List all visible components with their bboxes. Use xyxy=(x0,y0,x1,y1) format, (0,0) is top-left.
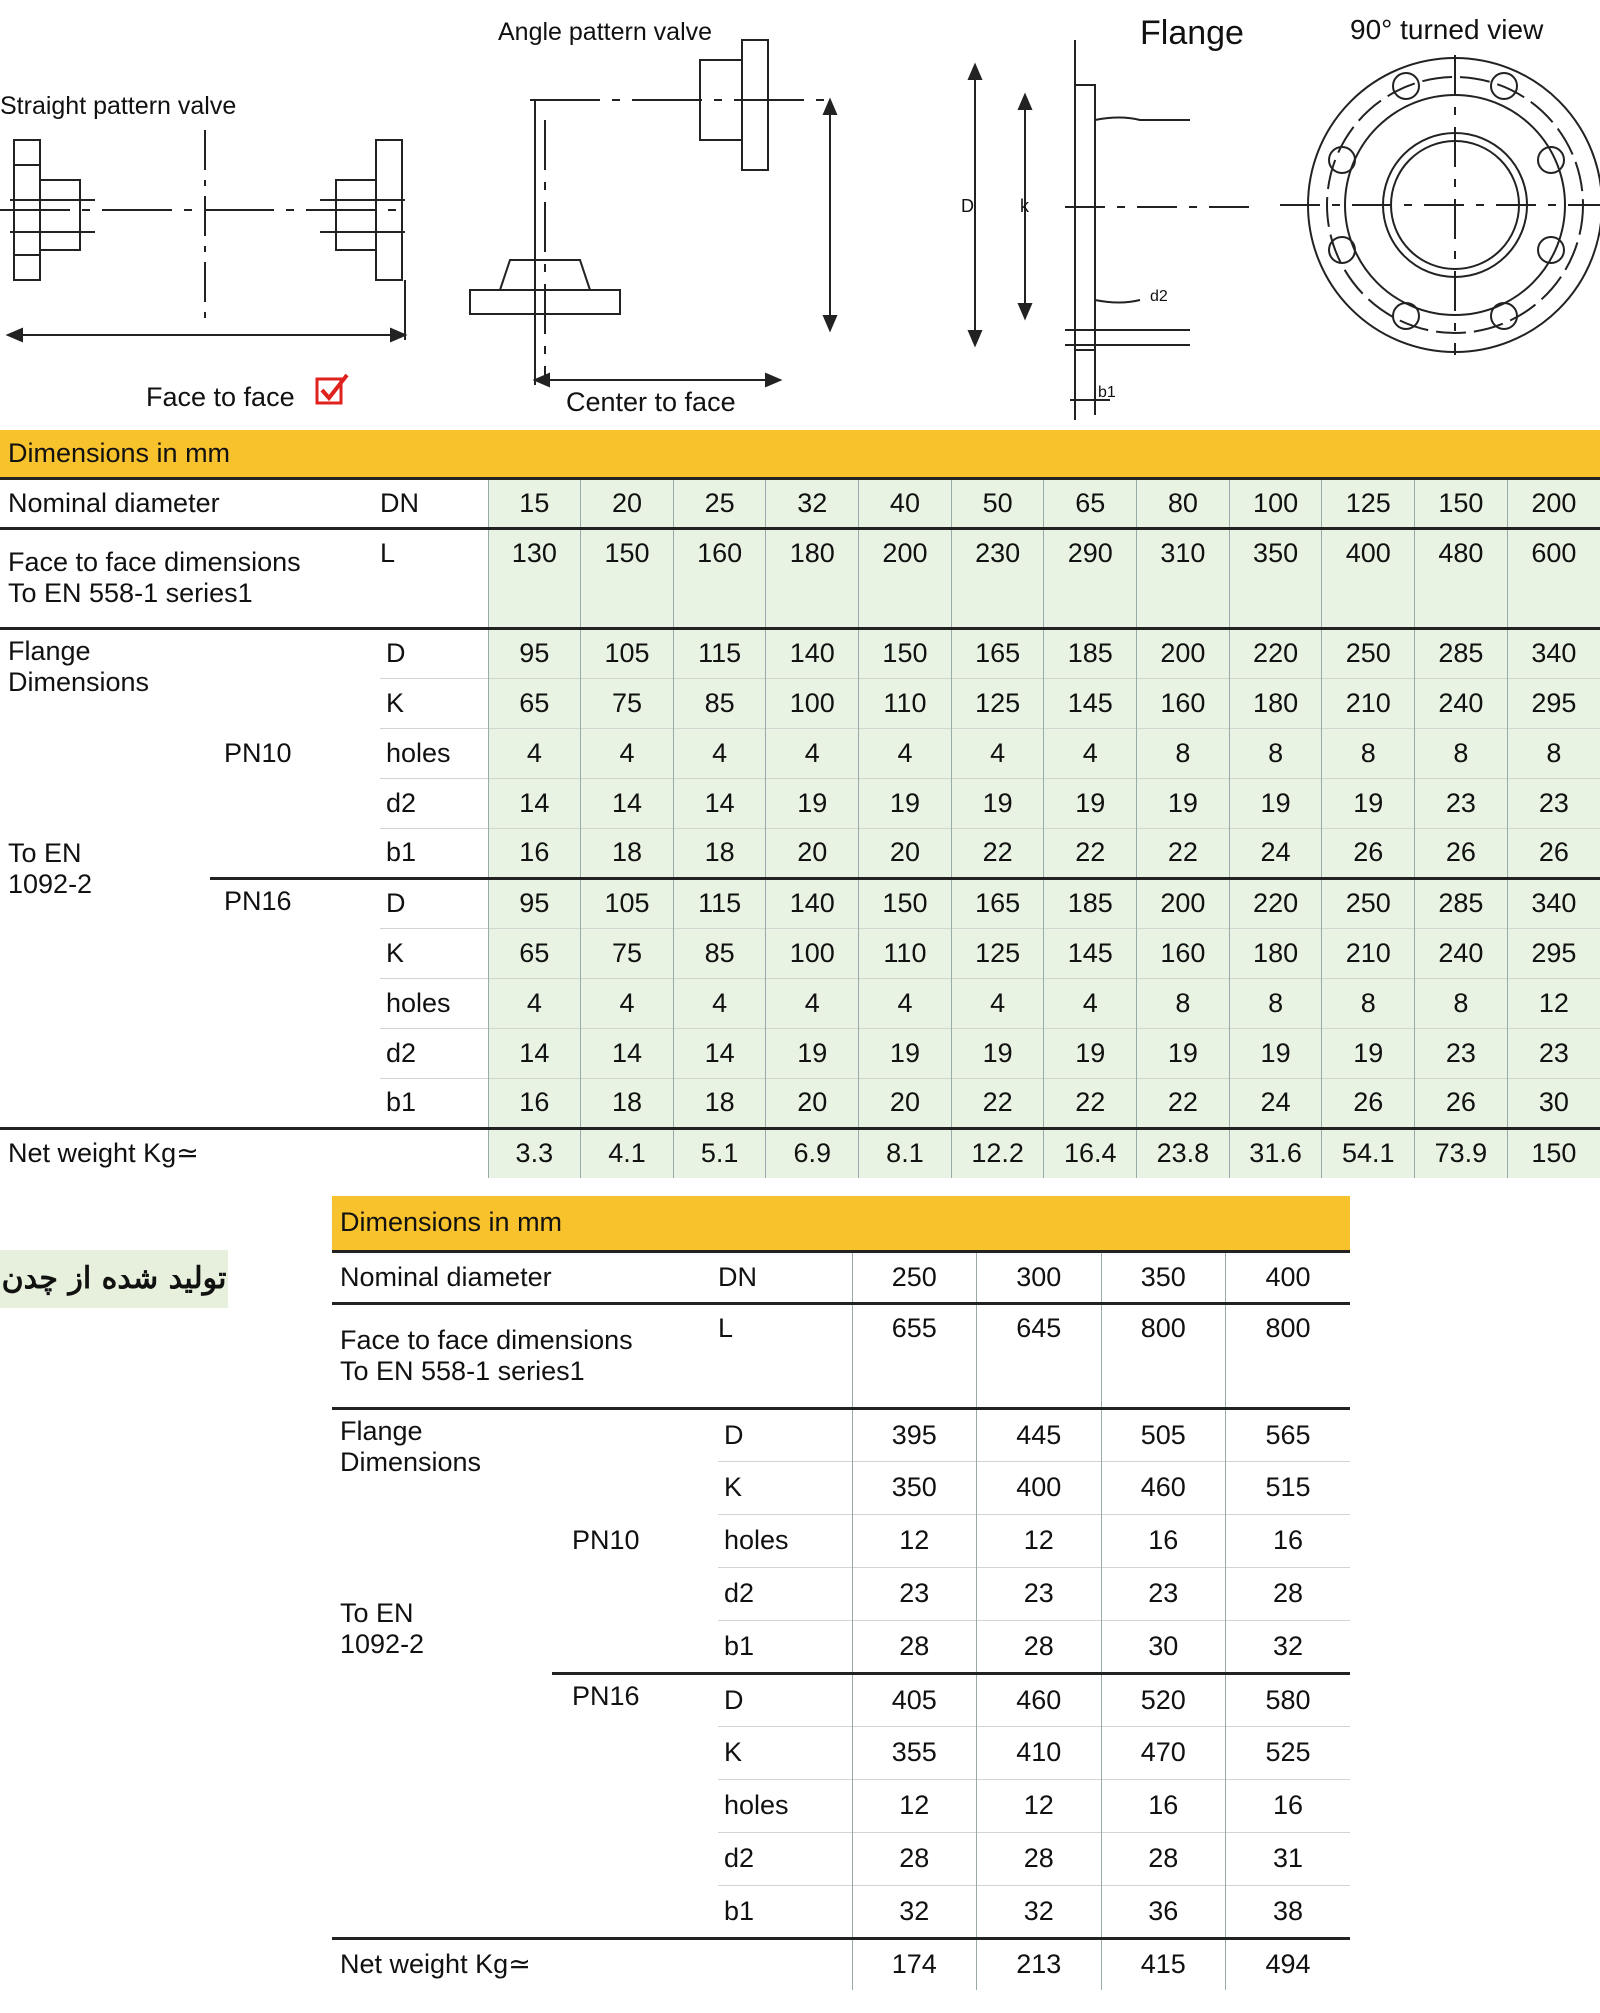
weight-value: 73.9 xyxy=(1415,1128,1508,1178)
standard-label-line2: 1092-2 xyxy=(8,868,93,899)
flange-symbol: d2 xyxy=(718,1567,852,1620)
flange-value: 20 xyxy=(766,1078,859,1128)
flange-value: 8 xyxy=(1415,978,1508,1028)
nominal-diameter-label: Nominal diameter xyxy=(332,1251,718,1303)
flange-value: 14 xyxy=(673,778,766,828)
flange-value: 19 xyxy=(1044,778,1137,828)
flange-symbol: K xyxy=(718,1726,852,1779)
flange-value: 26 xyxy=(1415,828,1508,878)
flange-value: 12 xyxy=(852,1514,977,1567)
ftf-value: 350 xyxy=(1229,528,1322,628)
flange-value: 22 xyxy=(951,1078,1044,1128)
flange-value: 115 xyxy=(673,628,766,678)
flange-value: 210 xyxy=(1322,928,1415,978)
flange-symbol: d2 xyxy=(380,778,488,828)
flange-symbol: D xyxy=(718,1408,852,1461)
ftf-value: 800 xyxy=(1226,1303,1351,1408)
flange-value: 460 xyxy=(977,1673,1102,1726)
pn16-label: PN16 xyxy=(552,1673,718,1938)
flange-value: 23 xyxy=(1101,1567,1226,1620)
flange-symbol: b1 xyxy=(380,828,488,878)
flange-value: 14 xyxy=(581,778,674,828)
flange-value: 26 xyxy=(1507,828,1600,878)
flange-value: 565 xyxy=(1226,1408,1351,1461)
flange-value: 65 xyxy=(488,928,581,978)
ftf-value: 480 xyxy=(1415,528,1508,628)
flange-symbol: holes xyxy=(718,1779,852,1832)
ftf-value: 230 xyxy=(951,528,1044,628)
flange-value: 240 xyxy=(1415,678,1508,728)
face-to-face-label-line1: Face to face dimensions xyxy=(340,1324,633,1355)
flange-value: 525 xyxy=(1226,1726,1351,1779)
ftf-value: 150 xyxy=(581,528,674,628)
flange-value: 75 xyxy=(581,928,674,978)
flange-value: 28 xyxy=(1101,1832,1226,1885)
flange-value: 16 xyxy=(488,828,581,878)
flange-value: 460 xyxy=(1101,1461,1226,1514)
flange-value: 95 xyxy=(488,628,581,678)
flange-value: 210 xyxy=(1322,678,1415,728)
flange-value: 16 xyxy=(1226,1779,1351,1832)
face-to-face-label: Face to face xyxy=(146,382,295,412)
flange-value: 22 xyxy=(1137,828,1230,878)
flange-value: 22 xyxy=(1044,1078,1137,1128)
weight-value: 3.3 xyxy=(488,1128,581,1178)
flange-value: 285 xyxy=(1415,628,1508,678)
checked-box-icon xyxy=(314,372,350,408)
ftf-value: 655 xyxy=(852,1303,977,1408)
weight-value: 31.6 xyxy=(1229,1128,1322,1178)
angle-valve xyxy=(470,40,836,386)
flange-label-line1: Flange xyxy=(340,1415,423,1446)
flange-value: 4 xyxy=(859,978,952,1028)
flange-value: 20 xyxy=(859,1078,952,1128)
ftf-value: 290 xyxy=(1044,528,1137,628)
flange-symbol: holes xyxy=(380,978,488,1028)
flange-dim-b1: b1 xyxy=(1098,384,1116,401)
flange-value: 19 xyxy=(951,778,1044,828)
flange-value: 8 xyxy=(1229,978,1322,1028)
flange-value: 85 xyxy=(673,678,766,728)
flange-value: 22 xyxy=(1044,828,1137,878)
nominal-diameter-label: Nominal diameter xyxy=(0,478,380,528)
dn-value: 65 xyxy=(1044,478,1137,528)
flange-dim-d: D xyxy=(961,196,974,216)
flange-symbol: D xyxy=(380,878,488,928)
pn10-label: PN10 xyxy=(210,628,380,878)
face-to-face-label-line2: To EN 558-1 series1 xyxy=(340,1355,585,1386)
weight-value: 4.1 xyxy=(581,1128,674,1178)
flange-value: 105 xyxy=(581,628,674,678)
flange-value: 38 xyxy=(1226,1885,1351,1938)
flange-value: 18 xyxy=(673,828,766,878)
dn-value: 15 xyxy=(488,478,581,528)
flange-symbol: b1 xyxy=(718,1620,852,1673)
dn-value: 150 xyxy=(1415,478,1508,528)
flange-value: 75 xyxy=(581,678,674,728)
flange-value: 350 xyxy=(852,1461,977,1514)
weight-value: 54.1 xyxy=(1322,1128,1415,1178)
persian-note: تولید شده از چدن xyxy=(0,1250,228,1308)
weight-value: 6.9 xyxy=(766,1128,859,1178)
flange-value: 410 xyxy=(977,1726,1102,1779)
flange-value: 515 xyxy=(1226,1461,1351,1514)
flange-symbol: D xyxy=(380,628,488,678)
flange-value: 36 xyxy=(1101,1885,1226,1938)
flange-value: 140 xyxy=(766,878,859,928)
flange-value: 16 xyxy=(1101,1514,1226,1567)
flange-value: 4 xyxy=(488,978,581,1028)
flange-value: 85 xyxy=(673,928,766,978)
flange-value: 19 xyxy=(1322,1028,1415,1078)
flange-symbol: b1 xyxy=(380,1078,488,1128)
flange-value: 19 xyxy=(766,1028,859,1078)
dn-value: 200 xyxy=(1507,478,1600,528)
weight-value: 494 xyxy=(1226,1938,1351,1990)
standard-label-line1: To EN xyxy=(8,837,82,868)
flange-symbol: d2 xyxy=(380,1028,488,1078)
flange-value: 28 xyxy=(1226,1567,1351,1620)
flange-value: 19 xyxy=(1137,1028,1230,1078)
flange-label-line1: Flange xyxy=(8,635,91,666)
flange-value: 250 xyxy=(1322,878,1415,928)
weight-value: 213 xyxy=(977,1938,1102,1990)
ftf-symbol: L xyxy=(718,1303,852,1408)
nominal-diameter-row xyxy=(0,478,1600,528)
flange-value: 19 xyxy=(1322,778,1415,828)
flange-value: 150 xyxy=(859,878,952,928)
flange-value: 140 xyxy=(766,628,859,678)
flange-value: 30 xyxy=(1101,1620,1226,1673)
flange-value: 145 xyxy=(1044,928,1137,978)
flange-section xyxy=(969,40,1250,420)
flange-value: 4 xyxy=(581,728,674,778)
flange-value: 340 xyxy=(1507,628,1600,678)
weight-value: 150 xyxy=(1507,1128,1600,1178)
weight-value: 415 xyxy=(1101,1938,1226,1990)
flange-dim-d2: d2 xyxy=(1150,288,1168,305)
flange-value: 12 xyxy=(977,1779,1102,1832)
net-weight-row xyxy=(332,1938,1350,1990)
flange-value: 470 xyxy=(1101,1726,1226,1779)
dn-value: 300 xyxy=(977,1251,1102,1303)
flange-value: 28 xyxy=(852,1832,977,1885)
table-header: Dimensions in mm xyxy=(332,1196,1350,1251)
pn10-label: PN10 xyxy=(552,1408,718,1673)
flange-turned-view xyxy=(1280,55,1600,355)
nominal-diameter-row xyxy=(332,1251,1350,1303)
weight-value: 16.4 xyxy=(1044,1128,1137,1178)
ftf-value: 160 xyxy=(673,528,766,628)
flange-symbol: D xyxy=(718,1673,852,1726)
flange-value: 28 xyxy=(852,1620,977,1673)
flange-value: 23 xyxy=(977,1567,1102,1620)
flange-value: 4 xyxy=(766,978,859,1028)
flange-value: 8 xyxy=(1137,728,1230,778)
face-to-face-label-line1: Face to face dimensions xyxy=(8,547,301,577)
flange-value: 220 xyxy=(1229,878,1322,928)
flange-value: 16 xyxy=(1226,1514,1351,1567)
flange-value: 8 xyxy=(1322,728,1415,778)
flange-value: 220 xyxy=(1229,628,1322,678)
flange-symbol: K xyxy=(380,678,488,728)
flange-value: 4 xyxy=(766,728,859,778)
angle-valve-label: Angle pattern valve xyxy=(498,18,713,46)
net-weight-row xyxy=(0,1128,1600,1178)
straight-valve-label: Straight pattern valve xyxy=(0,92,237,120)
flange-symbol: K xyxy=(380,928,488,978)
flange-value: 32 xyxy=(1226,1620,1351,1673)
flange-value: 19 xyxy=(1044,1028,1137,1078)
flange-row-pn16-D xyxy=(0,878,1600,928)
flange-value: 100 xyxy=(766,678,859,728)
flange-value: 285 xyxy=(1415,878,1508,928)
ftf-value: 200 xyxy=(859,528,952,628)
flange-value: 125 xyxy=(951,678,1044,728)
spacer xyxy=(8,698,210,838)
dn-value: 100 xyxy=(1229,478,1322,528)
dn-symbol: DN xyxy=(380,478,488,528)
flange-value: 26 xyxy=(1322,1078,1415,1128)
flange-value: 18 xyxy=(673,1078,766,1128)
flange-value: 19 xyxy=(951,1028,1044,1078)
flange-row-pn10-D xyxy=(0,628,1600,678)
spacer xyxy=(340,1478,552,1598)
flange-value: 185 xyxy=(1044,628,1137,678)
flange-value: 8 xyxy=(1322,978,1415,1028)
flange-value: 240 xyxy=(1415,928,1508,978)
flange-value: 110 xyxy=(859,678,952,728)
flange-value: 19 xyxy=(859,778,952,828)
flange-value: 4 xyxy=(859,728,952,778)
flange-symbol: b1 xyxy=(718,1885,852,1938)
flange-value: 445 xyxy=(977,1408,1102,1461)
dn-value: 125 xyxy=(1322,478,1415,528)
flange-value: 19 xyxy=(859,1028,952,1078)
flange-value: 110 xyxy=(859,928,952,978)
flange-label-line2: Dimensions xyxy=(8,666,150,697)
dn-value: 80 xyxy=(1137,478,1230,528)
weight-value: 23.8 xyxy=(1137,1128,1230,1178)
net-weight-label: Net weight Kg≃ xyxy=(0,1128,488,1178)
flange-value: 105 xyxy=(581,878,674,928)
flange-value: 16 xyxy=(488,1078,581,1128)
dn-value: 250 xyxy=(852,1251,977,1303)
standard-label-line2: 1092-2 xyxy=(340,1628,425,1659)
flange-value: 340 xyxy=(1507,878,1600,928)
flange-label: Flange xyxy=(1140,14,1244,52)
flange-symbol: d2 xyxy=(718,1832,852,1885)
flange-value: 22 xyxy=(951,828,1044,878)
flange-value: 18 xyxy=(581,1078,674,1128)
flange-value: 405 xyxy=(852,1673,977,1726)
flange-value: 12 xyxy=(1507,978,1600,1028)
flange-value: 115 xyxy=(673,878,766,928)
dn-value: 32 xyxy=(766,478,859,528)
flange-dim-k: k xyxy=(1020,196,1029,216)
flange-value: 95 xyxy=(488,878,581,928)
flange-value: 100 xyxy=(766,928,859,978)
flange-value: 65 xyxy=(488,678,581,728)
header-row xyxy=(332,1196,1350,1251)
flange-value: 32 xyxy=(852,1885,977,1938)
flange-value: 8 xyxy=(1415,728,1508,778)
flange-value: 8 xyxy=(1507,728,1600,778)
ftf-symbol: L xyxy=(380,528,488,628)
flange-value: 4 xyxy=(581,978,674,1028)
flange-value: 30 xyxy=(1507,1078,1600,1128)
flange-value: 8 xyxy=(1229,728,1322,778)
flange-value: 20 xyxy=(766,828,859,878)
dn-value: 350 xyxy=(1101,1251,1226,1303)
flange-value: 28 xyxy=(977,1832,1102,1885)
flange-value: 4 xyxy=(673,978,766,1028)
dn-value: 25 xyxy=(673,478,766,528)
flange-value: 4 xyxy=(673,728,766,778)
flange-value: 250 xyxy=(1322,628,1415,678)
flange-value: 24 xyxy=(1229,828,1322,878)
valve-drawings xyxy=(0,0,1600,430)
center-to-face-label: Center to face xyxy=(566,387,736,417)
flange-value: 12 xyxy=(977,1514,1102,1567)
flange-value: 14 xyxy=(488,1028,581,1078)
ftf-value: 600 xyxy=(1507,528,1600,628)
flange-value: 8 xyxy=(1137,978,1230,1028)
flange-value: 395 xyxy=(852,1408,977,1461)
flange-value: 4 xyxy=(1044,978,1137,1028)
flange-symbol: holes xyxy=(380,728,488,778)
turned-view-label: 90° turned view xyxy=(1350,14,1544,45)
flange-symbol: holes xyxy=(718,1514,852,1567)
flange-dimensions-label xyxy=(332,1408,552,1938)
weight-value: 8.1 xyxy=(859,1128,952,1178)
flange-value: 580 xyxy=(1226,1673,1351,1726)
flange-value: 28 xyxy=(977,1620,1102,1673)
face-to-face-row xyxy=(0,528,1600,628)
flange-value: 400 xyxy=(977,1461,1102,1514)
flange-value: 26 xyxy=(1322,828,1415,878)
face-to-face-row xyxy=(332,1303,1350,1408)
flange-dimensions-label xyxy=(0,628,210,1128)
dimensions-table-small xyxy=(0,430,1600,1178)
flange-value: 150 xyxy=(859,628,952,678)
flange-value: 200 xyxy=(1137,628,1230,678)
flange-value: 125 xyxy=(951,928,1044,978)
face-to-face-label xyxy=(0,528,380,628)
flange-value: 4 xyxy=(488,728,581,778)
flange-symbol: K xyxy=(718,1461,852,1514)
flange-value: 295 xyxy=(1507,928,1600,978)
flange-value: 4 xyxy=(951,728,1044,778)
dn-symbol: DN xyxy=(718,1251,852,1303)
dn-value: 20 xyxy=(581,478,674,528)
flange-value: 520 xyxy=(1101,1673,1226,1726)
face-to-face-label-line2: To EN 558-1 series1 xyxy=(8,578,253,608)
header-row xyxy=(0,430,1600,478)
table-header: Dimensions in mm xyxy=(0,430,1600,478)
flange-value: 4 xyxy=(1044,728,1137,778)
ftf-value: 400 xyxy=(1322,528,1415,628)
flange-value: 505 xyxy=(1101,1408,1226,1461)
flange-value: 24 xyxy=(1229,1078,1322,1128)
flange-value: 295 xyxy=(1507,678,1600,728)
flange-value: 22 xyxy=(1137,1078,1230,1128)
flange-value: 16 xyxy=(1101,1779,1226,1832)
flange-value: 26 xyxy=(1415,1078,1508,1128)
flange-value: 31 xyxy=(1226,1832,1351,1885)
dn-value: 40 xyxy=(859,478,952,528)
flange-value: 160 xyxy=(1137,928,1230,978)
flange-value: 19 xyxy=(1229,778,1322,828)
flange-value: 165 xyxy=(951,628,1044,678)
flange-value: 18 xyxy=(581,828,674,878)
flange-label-line2: Dimensions xyxy=(340,1446,482,1477)
ftf-value: 645 xyxy=(977,1303,1102,1408)
flange-value: 23 xyxy=(1507,778,1600,828)
weight-value: 174 xyxy=(852,1938,977,1990)
net-weight-label: Net weight Kg≃ xyxy=(332,1938,852,1990)
flange-value: 200 xyxy=(1137,878,1230,928)
standard-label-line1: To EN xyxy=(340,1597,414,1628)
flange-value: 185 xyxy=(1044,878,1137,928)
dn-value: 50 xyxy=(951,478,1044,528)
flange-value: 23 xyxy=(852,1567,977,1620)
flange-value: 165 xyxy=(951,878,1044,928)
flange-value: 4 xyxy=(951,978,1044,1028)
flange-value: 19 xyxy=(1137,778,1230,828)
flange-row-pn10-D xyxy=(332,1408,1350,1461)
flange-value: 23 xyxy=(1507,1028,1600,1078)
flange-value: 180 xyxy=(1229,928,1322,978)
flange-value: 20 xyxy=(859,828,952,878)
dimensions-table-large xyxy=(332,1196,1350,1990)
flange-value: 23 xyxy=(1415,1028,1508,1078)
flange-value: 355 xyxy=(852,1726,977,1779)
flange-value: 160 xyxy=(1137,678,1230,728)
flange-value: 19 xyxy=(766,778,859,828)
flange-value: 32 xyxy=(977,1885,1102,1938)
face-to-face-label xyxy=(332,1303,718,1408)
weight-value: 5.1 xyxy=(673,1128,766,1178)
weight-value: 12.2 xyxy=(951,1128,1044,1178)
ftf-value: 130 xyxy=(488,528,581,628)
flange-value: 14 xyxy=(673,1028,766,1078)
flange-value: 14 xyxy=(581,1028,674,1078)
ftf-value: 180 xyxy=(766,528,859,628)
flange-value: 12 xyxy=(852,1779,977,1832)
flange-value: 23 xyxy=(1415,778,1508,828)
pn16-label: PN16 xyxy=(210,878,380,1128)
ftf-value: 310 xyxy=(1137,528,1230,628)
flange-value: 180 xyxy=(1229,678,1322,728)
flange-value: 145 xyxy=(1044,678,1137,728)
flange-value: 19 xyxy=(1229,1028,1322,1078)
dn-value: 400 xyxy=(1226,1251,1351,1303)
flange-value: 14 xyxy=(488,778,581,828)
ftf-value: 800 xyxy=(1101,1303,1226,1408)
